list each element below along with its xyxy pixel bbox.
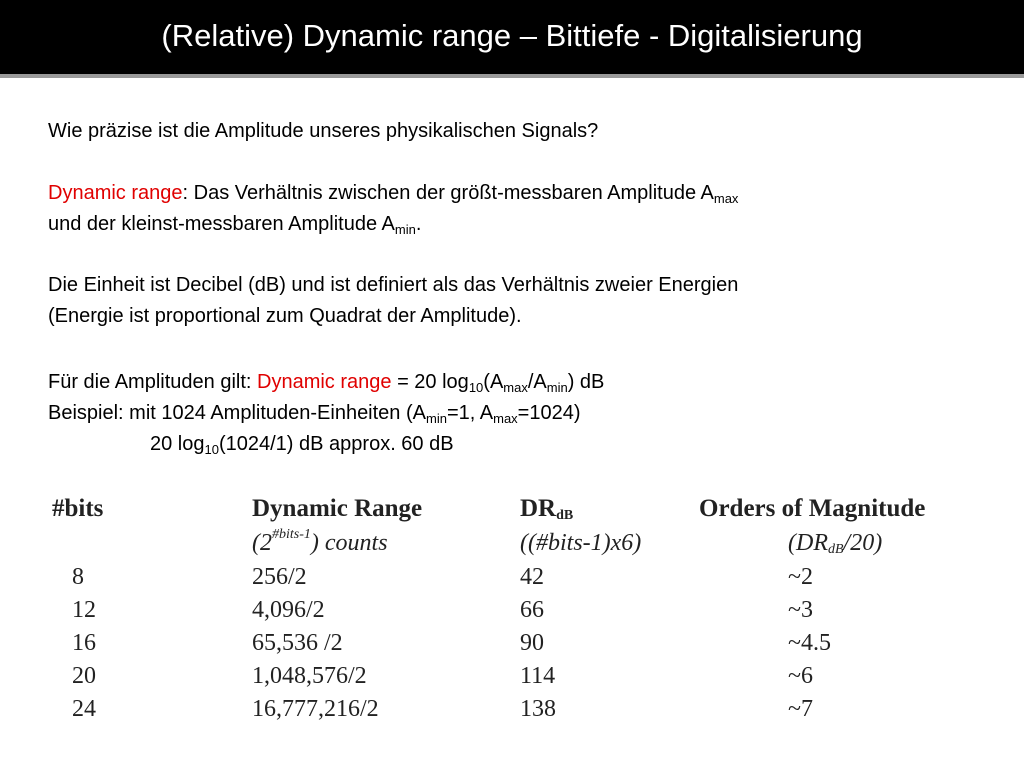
row-dynamic-range: 4,096/2 bbox=[252, 597, 325, 623]
row-orders: ~2 bbox=[788, 564, 813, 590]
header-dynamic-range: Dynamic Range bbox=[252, 495, 423, 522]
slide-title: (Relative) Dynamic range – Bittiefe - Digitalisierung bbox=[161, 18, 863, 53]
header-bits: #bits bbox=[52, 495, 104, 522]
title-bar bbox=[0, 0, 1024, 78]
example-line-1 bbox=[48, 398, 581, 429]
example-text-c: =1024) bbox=[517, 402, 581, 424]
row-dynamic-range: 256/2 bbox=[252, 564, 307, 590]
row-orders: ~6 bbox=[788, 663, 813, 689]
subheader-orders-close: /20) bbox=[843, 530, 883, 556]
row-orders: ~4.5 bbox=[788, 630, 831, 656]
subheader-drdb: ((#bits-1)x6) bbox=[520, 530, 642, 556]
header-drdb bbox=[520, 494, 573, 524]
example-result: (1024/1) dB approx. 60 dB bbox=[218, 433, 454, 455]
subheader-orders-sub: dB bbox=[827, 542, 844, 557]
definition-text: : Das Verhältnis zwischen der größt-messbaren Amplitude A bbox=[182, 182, 714, 204]
log-base-subscript: 10 bbox=[468, 380, 484, 395]
subheader-dr-close: ) counts bbox=[310, 530, 388, 556]
formula-open: (A bbox=[483, 371, 504, 393]
row-bits: 12 bbox=[72, 597, 96, 623]
bit-depth-table bbox=[0, 488, 1024, 738]
subheader-dynamic-range bbox=[252, 528, 388, 558]
unit-line-2: (Energie ist proportional zum Quadrat der Amplitude). bbox=[48, 305, 522, 327]
row-drdb: 114 bbox=[520, 663, 556, 689]
max-subscript: max bbox=[713, 191, 739, 206]
row-drdb: 90 bbox=[520, 630, 544, 656]
question-text: Wie präzise ist die Amplitude unseres physikalischen Signals? bbox=[48, 120, 599, 142]
max-subscript: max bbox=[493, 411, 518, 426]
row-bits: 16 bbox=[72, 630, 96, 656]
row-bits: 24 bbox=[72, 696, 96, 722]
row-dynamic-range: 65,536 /2 bbox=[252, 630, 343, 656]
formula-close: ) dB bbox=[567, 371, 605, 393]
formula-prefix: Für die Amplituden gilt: bbox=[48, 371, 257, 393]
example-line-2 bbox=[48, 429, 454, 460]
example-log: 20 log bbox=[150, 433, 205, 455]
log-base-subscript: 10 bbox=[204, 442, 219, 457]
definition-line-1 bbox=[48, 178, 738, 209]
header-orders: Orders of Magnitude bbox=[699, 495, 926, 522]
formula-term: Dynamic range bbox=[257, 371, 392, 393]
subheader-dr-exponent: #bits-1 bbox=[272, 527, 311, 542]
formula-eq: = 20 log bbox=[391, 371, 469, 393]
dynamic-range-term: Dynamic range bbox=[48, 182, 183, 204]
definition-line-2 bbox=[48, 209, 421, 240]
min-subscript: min bbox=[546, 380, 568, 395]
min-subscript: min bbox=[394, 222, 416, 237]
row-orders: ~3 bbox=[788, 597, 813, 623]
row-drdb: 42 bbox=[520, 564, 544, 590]
row-dynamic-range: 1,048,576/2 bbox=[252, 663, 367, 689]
subheader-orders bbox=[788, 528, 882, 558]
row-orders: ~7 bbox=[788, 696, 813, 722]
unit-line-1: Die Einheit ist Decibel (dB) und ist definiert als das Verhältnis zweier Energien bbox=[48, 274, 739, 296]
formula-line bbox=[48, 367, 604, 398]
row-dynamic-range: 16,777,216/2 bbox=[252, 696, 379, 722]
row-bits: 20 bbox=[72, 663, 96, 689]
example-text-b: =1, A bbox=[446, 402, 494, 424]
header-drdb-main: DR bbox=[520, 495, 557, 522]
definition-text-2: und der kleinst-messbaren Amplitude A bbox=[48, 213, 395, 235]
row-drdb: 66 bbox=[520, 597, 544, 623]
max-subscript: max bbox=[503, 380, 528, 395]
definition-end: . bbox=[415, 213, 422, 235]
formula-slash: /A bbox=[527, 371, 547, 393]
subheader-dr-open: (2 bbox=[252, 530, 272, 556]
row-bits: 8 bbox=[72, 564, 84, 590]
min-subscript: min bbox=[426, 411, 447, 426]
row-drdb: 138 bbox=[520, 696, 556, 722]
header-drdb-sub: dB bbox=[556, 508, 574, 523]
example-text-a: Beispiel: mit 1024 Amplituden-Einheiten (A bbox=[48, 402, 426, 424]
subheader-orders-open: (DR bbox=[788, 530, 828, 556]
